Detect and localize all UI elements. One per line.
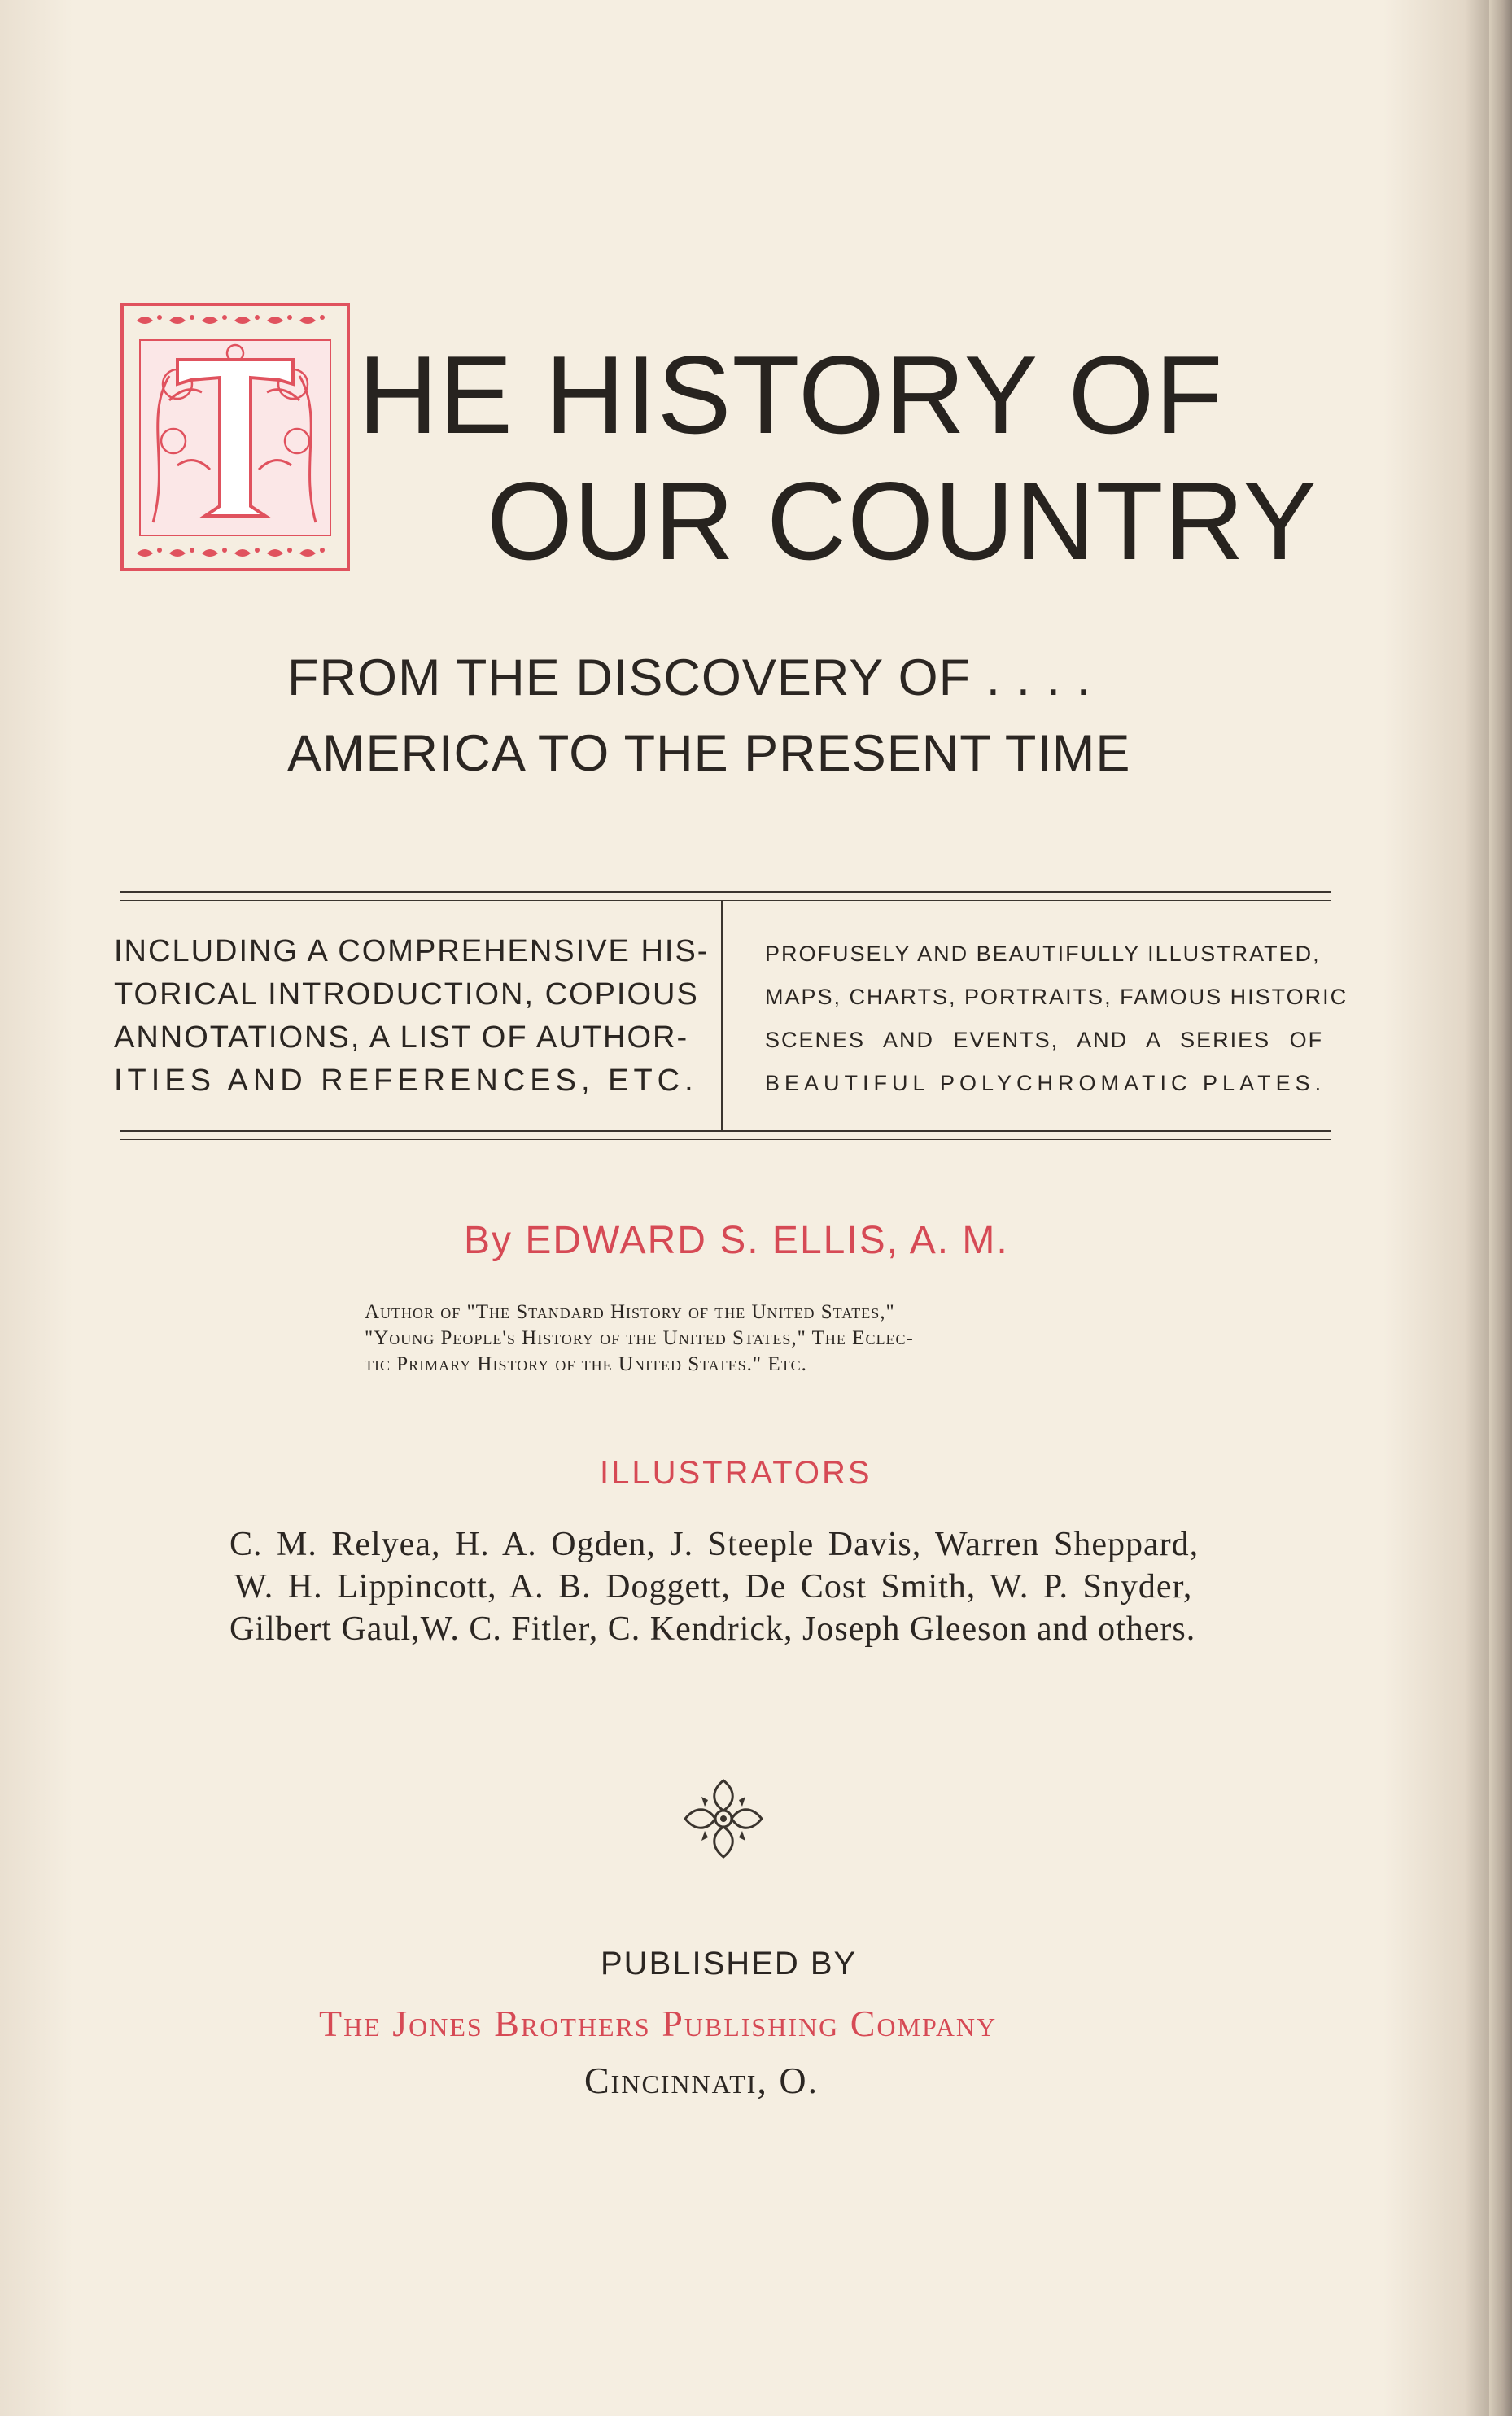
illustrators-heading: ILLUSTRATORS: [600, 1455, 872, 1491]
column-divider: [721, 900, 723, 1130]
right-column-line: PROFUSELY AND BEAUTIFULLY ILLUSTRATED,: [765, 941, 1321, 966]
author-works-line: Author of "The Standard History of the United States,": [365, 1301, 895, 1323]
top-rule-thin: [120, 900, 1331, 901]
subtitle-line-1: FROM THE DISCOVERY OF . . . .: [287, 649, 1092, 706]
illustrators-line: Gilbert Gaul,W. C. Fitler, C. Kendrick, Joseph Gleeson and others.: [229, 1610, 1196, 1648]
floral-drop-cap-icon: [120, 303, 350, 571]
author-works-line: "Young People's History of the United States," The Eclec-: [365, 1327, 914, 1349]
right-column-line: BEAUTIFUL POLYCHROMATIC PLATES.: [765, 1071, 1326, 1095]
author-byline: By EDWARD S. ELLIS, A. M.: [464, 1219, 1009, 1262]
top-rule: [120, 891, 1331, 893]
subtitle-line-2: AMERICA TO THE PRESENT TIME: [287, 725, 1131, 782]
right-column-line: MAPS, CHARTS, PORTRAITS, FAMOUS HISTORIC: [765, 985, 1348, 1009]
right-column-line: SCENES AND EVENTS, AND A SERIES OF: [765, 1028, 1324, 1052]
title-line-2: OUR COUNTRY: [487, 459, 1318, 583]
left-column-line: TORICAL INTRODUCTION, COPIOUS: [114, 977, 699, 1011]
left-column-line: ANNOTATIONS, A LIST OF AUTHOR-: [114, 1020, 689, 1055]
page-edge: [1489, 0, 1512, 2416]
bottom-rule: [120, 1130, 1331, 1132]
publisher-city: Cincinnati, O.: [584, 2060, 819, 2101]
left-column-line: ITIES AND REFERENCES, ETC.: [114, 1064, 698, 1098]
illustrators-line: C. M. Relyea, H. A. Ogden, J. Steeple Davis, Warren Sheppard,: [229, 1526, 1200, 1563]
floral-ornament-icon: [679, 1774, 768, 1863]
left-column-line: INCLUDING A COMPREHENSIVE HIS-: [114, 934, 710, 968]
publisher-name: The Jones Brothers Publishing Company: [319, 2003, 998, 2044]
bottom-rule-thin: [120, 1139, 1331, 1140]
title-line-1: HE HISTORY OF: [358, 333, 1224, 457]
illustrators-line: W. H. Lippincott, A. B. Doggett, De Cost Smith, W. P. Snyder,: [234, 1568, 1193, 1606]
published-by-label: PUBLISHED BY: [601, 1946, 858, 1981]
author-works-line: tic Primary History of the United States." Etc.: [365, 1353, 807, 1375]
